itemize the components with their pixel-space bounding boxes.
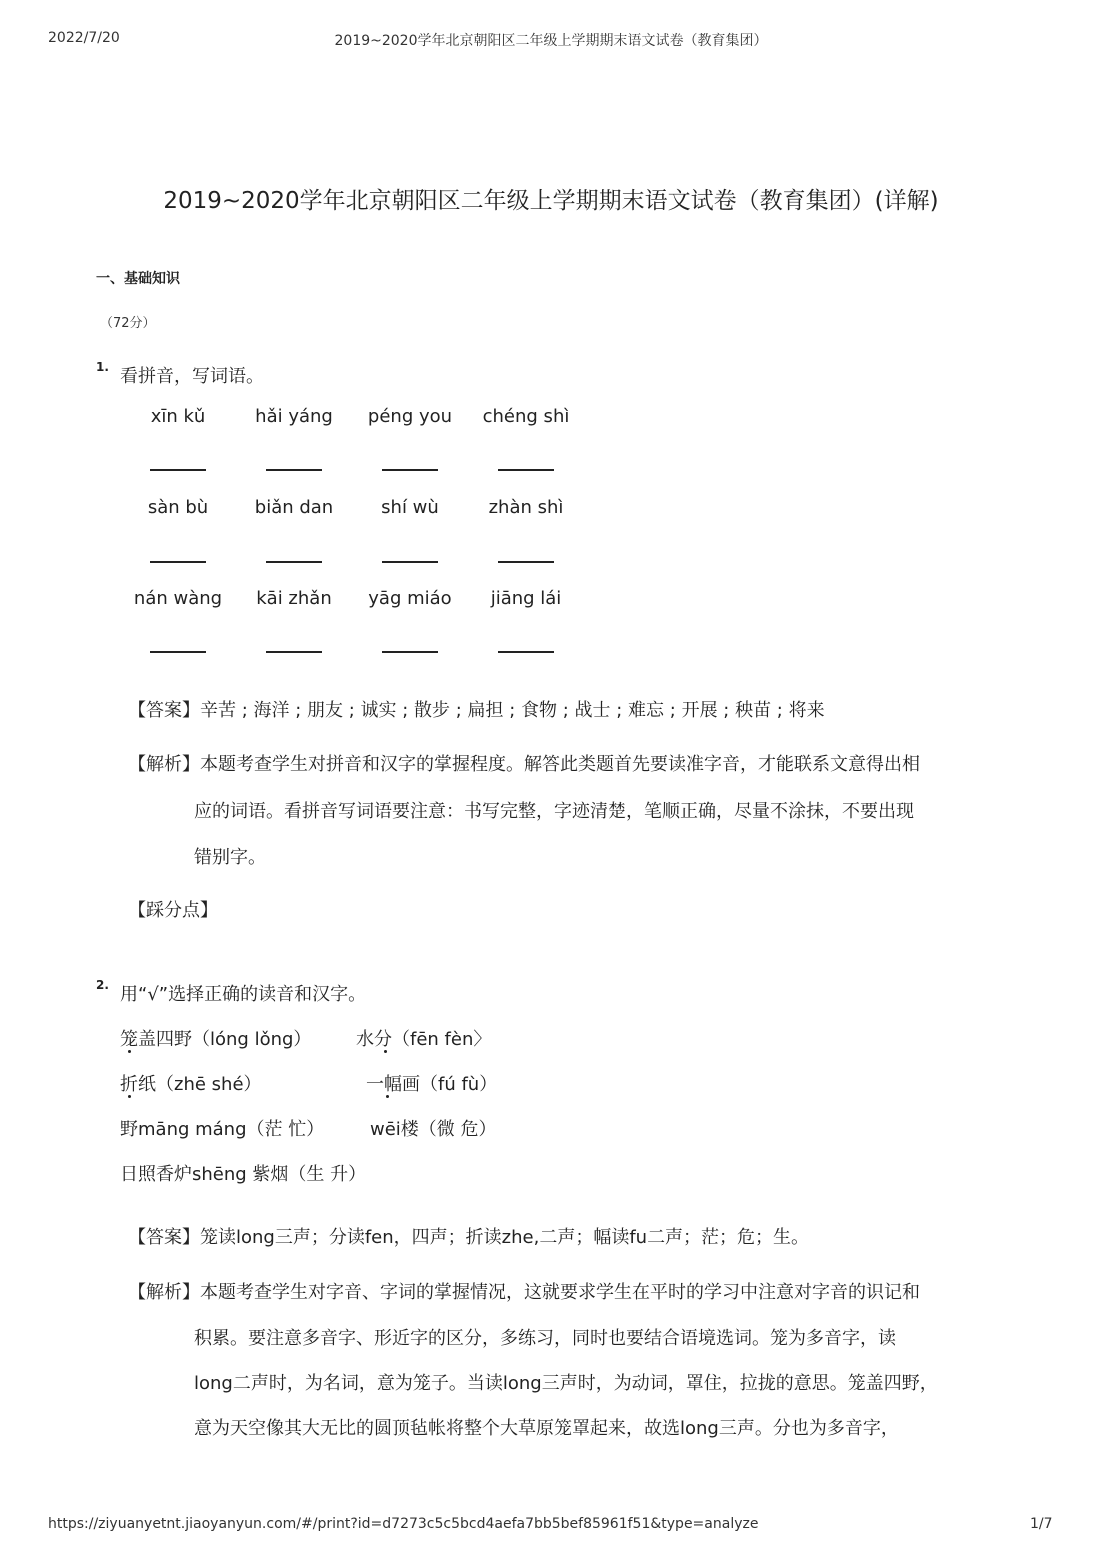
analysis-line: 本题考查学生对字音、字词的掌握情况，这就要求学生在平时的学习中注意对字音的识记和 — [200, 1282, 920, 1303]
analysis-line: 应的词语。看拼音写词语要注意：书写完整，字迹清楚，笔顺正确，尽量不涂抹，不要出现 — [194, 801, 914, 822]
analysis-line: 积累。要注意多音字、形近字的区分，多练习，同时也要结合语境选词。笼为多音字，读 — [194, 1328, 896, 1349]
analysis-label: 【解析】 — [128, 1282, 200, 1303]
emphasis-dot — [128, 1050, 131, 1053]
print-header-title: 2019~2020学年北京朝阳区二年级上学期期末语文试卷（教育集团） — [334, 33, 768, 49]
emphasis-dot — [128, 1095, 131, 1098]
analysis-row — [128, 1278, 920, 1304]
pinyin-cell: sàn bù — [147, 497, 209, 518]
answer-blank[interactable] — [150, 469, 206, 471]
pinyin-cell: biǎn dan — [254, 497, 334, 518]
answer-blank[interactable] — [150, 561, 206, 563]
analysis-line: long二声时，为名词，意为笼子。当读long三声时，为动词，罩住，拉拢的意思。笼盖四野， — [194, 1373, 938, 1394]
pinyin-cell: hǎi yáng — [255, 406, 333, 427]
answer-blank[interactable] — [382, 561, 438, 563]
pinyin-cell: yāg miáo — [368, 588, 452, 609]
answer-blank[interactable] — [266, 469, 322, 471]
answer-label: 【答案】 — [128, 700, 200, 721]
answer-blank[interactable] — [266, 651, 322, 653]
q2-item: wēi楼（微 危） — [370, 1119, 497, 1140]
answer-blank[interactable] — [382, 651, 438, 653]
answer-blank[interactable] — [498, 651, 554, 653]
pinyin-cell: chéng shì — [482, 406, 570, 427]
q2-item: 水分（fēn fèn〉 — [356, 1029, 492, 1050]
analysis-line: 本题考查学生对拼音和汉字的掌握程度。解答此类题首先要读准字音，才能联系文意得出相 — [200, 754, 920, 775]
pinyin-cell: shí wù — [381, 497, 439, 518]
pinyin-cell: péng you — [367, 406, 453, 427]
q2-item: 日照香炉shēng 紫烟（生 升） — [120, 1164, 367, 1185]
pinyin-cell: kāi zhǎn — [256, 588, 332, 609]
pinyin-cell: xīn kǔ — [150, 406, 206, 427]
analysis-label: 【解析】 — [128, 754, 200, 775]
answer-text: 辛苦 ; 海洋 ; 朋友 ; 诚实 ; 散步 ; 扁担 ; 食物 ; 战士 ; 难忘 ; 开展 ; 秧苗 ; 将来 — [200, 700, 825, 721]
pinyin-cell: jiāng lái — [490, 588, 562, 609]
q2-item: 笼盖四野（lóng lǒng） — [120, 1029, 312, 1050]
question-prompt: 用“√”选择正确的读音和汉字。 — [120, 984, 367, 1005]
q2-item: 野māng máng（茫 忙） — [120, 1119, 325, 1140]
answer-blank[interactable] — [382, 469, 438, 471]
print-date: 2022/7/20 — [48, 30, 120, 46]
analysis-line: 意为天空像其大无比的圆顶毡帐将整个大草原笼罩起来，故选long三声。分也为多音字， — [194, 1418, 899, 1439]
analysis-line: 错别字。 — [194, 847, 266, 868]
page-number: 1/7 — [1030, 1516, 1053, 1532]
answer-blank[interactable] — [266, 561, 322, 563]
points-label: 【踩分点】 — [128, 900, 218, 921]
answer-blank[interactable] — [150, 651, 206, 653]
answer-label: 【答案】 — [128, 1227, 200, 1248]
page-title: 2019~2020学年北京朝阳区二年级上学期期末语文试卷（教育集团）(详解) — [163, 188, 939, 214]
question-prompt: 看拼音，写词语。 — [120, 366, 264, 387]
emphasis-dot — [384, 1050, 387, 1053]
pinyin-cell: zhàn shì — [488, 497, 564, 518]
section-title: 一、基础知识 — [96, 271, 180, 287]
q2-item: 一幅画（fú fù） — [366, 1074, 498, 1095]
answer-text: 笼读long三声；分读fen，四声；折读zhe,二声；幅读fu二声；茫；危；生。 — [200, 1227, 810, 1248]
analysis-row — [128, 750, 920, 776]
answer-row — [128, 696, 825, 722]
question-number: 2. — [96, 978, 109, 992]
section-score: （72分） — [100, 316, 156, 331]
answer-blank[interactable] — [498, 561, 554, 563]
print-url: https://ziyuanyetnt.jiaoyanyun.com/#/print?id=d7273c5c5bcd4aefa7bb5bef85961f51&type=analyze — [48, 1516, 759, 1532]
question-number: 1. — [96, 360, 109, 374]
pinyin-cell: nán wàng — [133, 588, 223, 609]
q2-item: 折纸（zhē shé） — [120, 1074, 262, 1095]
answer-row — [128, 1223, 809, 1249]
answer-blank[interactable] — [498, 469, 554, 471]
emphasis-dot — [386, 1095, 389, 1098]
